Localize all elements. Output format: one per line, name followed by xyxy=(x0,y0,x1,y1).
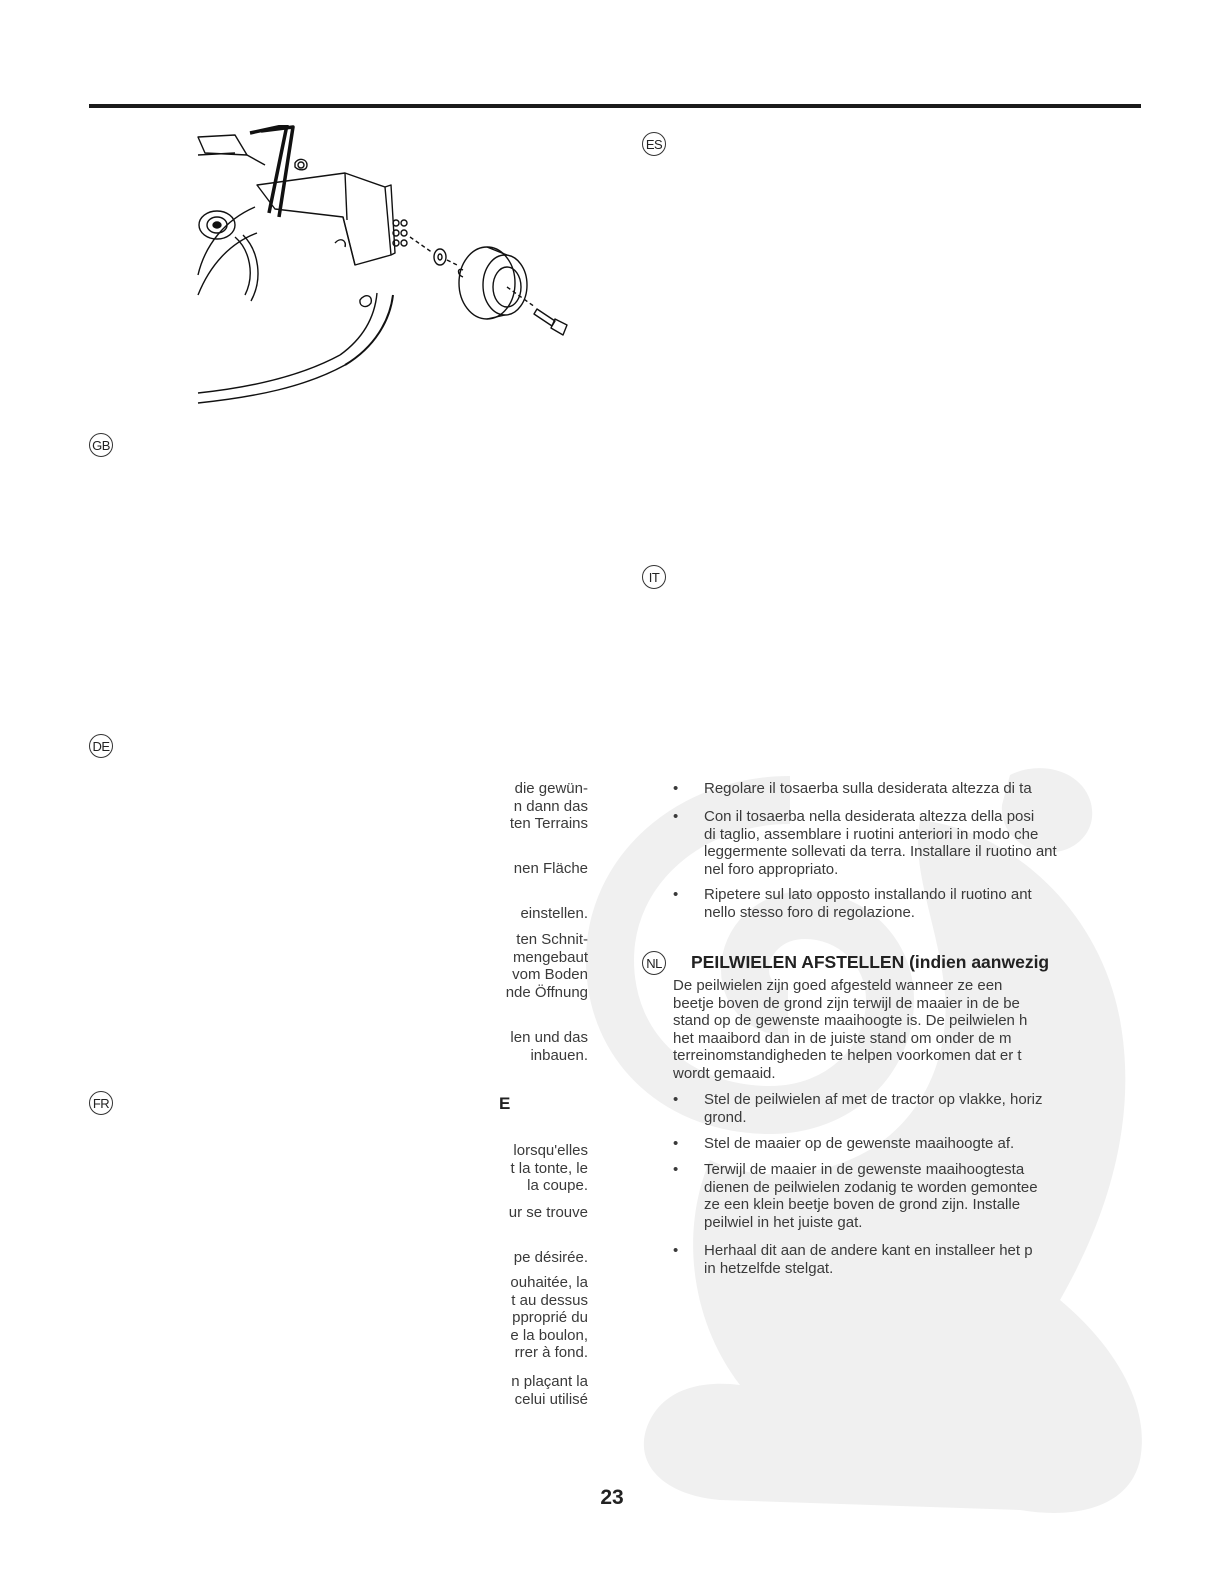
language-badge-fr: FR xyxy=(89,1091,113,1115)
fr-text-fragment: lorsqu'elles t la tonte, le la coupe. xyxy=(510,1142,588,1194)
fr-text-fragment: pe désirée. xyxy=(513,1249,588,1266)
nl-paragraph: De peilwielen zijn goed afgesteld wanneer ze een beetje boven de grond zijn terwijl de maaier in de be stand op de gewenste maaihoogte is. De peilwielen h het maaibord dan in de juiste stand om onder de m terreinomstandigheden te helpen voorkomen dat er t wordt gemaaid. xyxy=(673,977,1028,1082)
de-text-fragment: nen Fläche xyxy=(513,860,588,877)
language-badge-gb: GB xyxy=(89,433,113,457)
fr-text-fragment: ur se trouve xyxy=(508,1204,588,1221)
de-text-fragment: die gewün- n dann das ten Terrains xyxy=(509,780,588,832)
page-number: 23 xyxy=(600,1486,624,1509)
de-text-fragment: einstellen. xyxy=(520,905,588,922)
de-text-fragment: ten Schnit- mengebaut vom Boden nde Öffnung xyxy=(505,931,588,1001)
top-rule xyxy=(89,104,1141,108)
language-badge-es: ES xyxy=(642,132,666,156)
fr-text-fragment: n plaçant la celui utilisé xyxy=(511,1373,588,1408)
gauge-wheel-assembly-illustration xyxy=(195,125,590,410)
fr-heading-fragment: E xyxy=(499,1094,511,1113)
fr-text-fragment: ouhaitée, la t au dessus pproprié du e la boulon, rrer à fond. xyxy=(510,1274,588,1361)
language-badge-nl: NL xyxy=(642,951,666,975)
de-text-fragment: len und das inbauen. xyxy=(510,1029,588,1064)
language-badge-it: IT xyxy=(642,565,666,589)
nl-section-title: PEILWIELEN AFSTELLEN (indien aanwezig xyxy=(691,952,1050,972)
language-badge-de: DE xyxy=(89,734,113,758)
